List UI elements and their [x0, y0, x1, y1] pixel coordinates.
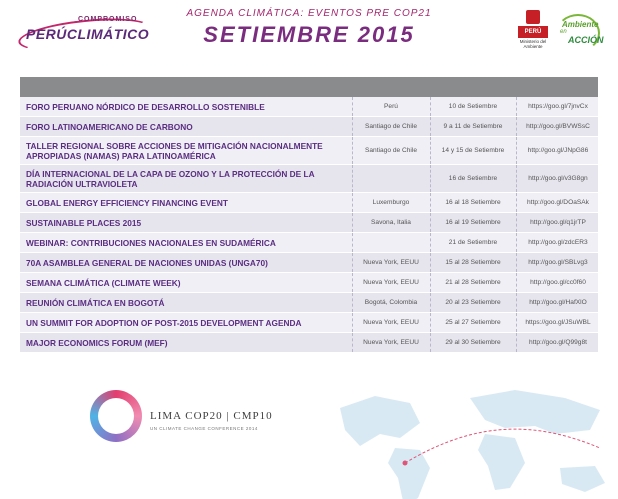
event-link[interactable]: http://goo.gl/SBLvg3 [516, 253, 599, 272]
event-place [352, 233, 429, 252]
event-place: Santiago de Chile [352, 117, 429, 136]
event-name: MAJOR ECONOMICS FORUM (MEF) [26, 337, 168, 348]
ministry-label: Ministerio del Ambiente [519, 39, 547, 49]
event-date: 21 al 28 Setiembre [430, 273, 515, 292]
table-row [20, 137, 598, 165]
event-name: FORO LATINOAMERICANO DE CARBONO [26, 121, 193, 132]
event-date: 14 y 15 de Setiembre [430, 137, 515, 164]
event-link[interactable]: https://goo.gl/JSuWBL [516, 313, 599, 332]
event-name: GLOBAL ENERGY EFFICIENCY FINANCING EVENT [26, 197, 228, 208]
event-name: WEBINAR: CONTRIBUCIONES NACIONALES EN SUDAMÉRICA [26, 237, 276, 248]
table-row [20, 213, 598, 233]
event-name: UN SUMMIT FOR ADOPTION OF POST-2015 DEVELOPMENT AGENDA [26, 317, 302, 328]
event-place: Bogotá, Colombia [352, 293, 429, 312]
logo-small-text: COMPROMISO [78, 16, 138, 23]
event-link[interactable]: http://goo.gl/Q99g8t [516, 333, 599, 352]
table-row [20, 233, 598, 253]
logo-big-text: PERÚCLIMÁTICO [26, 26, 150, 42]
cop20-title: LIMA COP20 | CMP10 [150, 410, 273, 422]
event-place: Luxemburgo [352, 193, 429, 212]
ambiente-text: Ambiente [562, 20, 599, 29]
event-link[interactable]: http://goo.gl/HafXlO [516, 293, 599, 312]
ambiente-en-accion-logo [556, 14, 608, 48]
page-subtitle: AGENDA CLIMÁTICA: EVENTOS PRE COP21 [186, 8, 432, 19]
table-row [20, 193, 598, 213]
events-table [20, 77, 598, 353]
event-place: Nueva York, EEUU [352, 253, 429, 272]
event-name: TALLER REGIONAL SOBRE ACCIONES DE MITIGACIÓN NACIONALMENTE APROPIADAS (NAMAS) PARA LATINOAMÉRICA [26, 140, 323, 161]
table-body [20, 97, 598, 353]
event-link[interactable]: http://goo.gl/DOaSAk [516, 193, 599, 212]
event-date: 29 al 30 Setiembre [430, 333, 515, 352]
event-date: 21 de Setiembre [430, 233, 515, 252]
world-map-icon [300, 368, 618, 499]
table-header-bar [20, 77, 598, 97]
table-row [20, 165, 598, 193]
table-row [20, 333, 598, 353]
coat-of-arms-icon [526, 10, 540, 24]
ministry-logos [518, 10, 610, 54]
event-link[interactable]: http://goo.gl/BVWSsC [516, 117, 599, 136]
event-name: SEMANA CLIMÁTICA (CLIMATE WEEK) [26, 277, 181, 288]
event-link[interactable]: http://goo.gl/v3G8gn [516, 165, 599, 192]
event-name: DÍA INTERNACIONAL DE LA CAPA DE OZONO Y LA PROTECCIÓN DE LA RADIACIÓN ULTRAVIOLETA [26, 168, 315, 189]
peru-label: PERÚ [518, 26, 548, 38]
event-link[interactable]: http://goo.gl/zdcER3 [516, 233, 599, 252]
event-date: 25 al 27 Setiembre [430, 313, 515, 332]
event-place: Santiago de Chile [352, 137, 429, 164]
event-date: 16 al 19 Setiembre [430, 213, 515, 232]
table-row [20, 253, 598, 273]
event-date: 16 de Setiembre [430, 165, 515, 192]
table-row [20, 313, 598, 333]
table-row [20, 117, 598, 137]
event-name: REUNIÓN CLIMÁTICA EN BOGOTÁ [26, 297, 165, 308]
event-name: FORO PERUANO NÓRDICO DE DESARROLLO SOSTENIBLE [26, 101, 265, 112]
en-text: en [560, 29, 567, 35]
event-link[interactable]: https://goo.gl/7jnvCx [516, 97, 599, 116]
event-place: Nueva York, EEUU [352, 273, 429, 292]
footer [0, 368, 618, 499]
event-date: 16 al 18 Setiembre [430, 193, 515, 212]
peru-ministry-logo [518, 10, 548, 54]
event-place: Nueva York, EEUU [352, 313, 429, 332]
accion-text: ACCIÓN [568, 35, 604, 45]
cop20-subtitle: UN CLIMATE CHANGE CONFERENCE 2014 [150, 426, 258, 431]
event-date: 15 al 28 Setiembre [430, 253, 515, 272]
event-place: Savona, Italia [352, 213, 429, 232]
page-title: SETIEMBRE 2015 [203, 22, 415, 47]
event-link[interactable]: http://goo.gl/cc0f60 [516, 273, 599, 292]
event-name: 70A ASAMBLEA GENERAL DE NACIONES UNIDAS (UNGA70) [26, 257, 268, 268]
table-row [20, 97, 598, 117]
event-date: 9 a 11 de Setiembre [430, 117, 515, 136]
event-place: Perú [352, 97, 429, 116]
event-date: 10 de Setiembre [430, 97, 515, 116]
event-name: SUSTAINABLE PLACES 2015 [26, 217, 142, 228]
event-link[interactable]: http://goo.gl/q1jrTP [516, 213, 599, 232]
table-row [20, 273, 598, 293]
cop20-logo-ring-icon [90, 390, 142, 442]
event-link[interactable]: http://goo.gl/JNpG86 [516, 137, 599, 164]
header [0, 0, 618, 70]
table-row [20, 293, 598, 313]
event-date: 20 al 23 Setiembre [430, 293, 515, 312]
event-place: Nueva York, EEUU [352, 333, 429, 352]
event-place [352, 165, 429, 192]
